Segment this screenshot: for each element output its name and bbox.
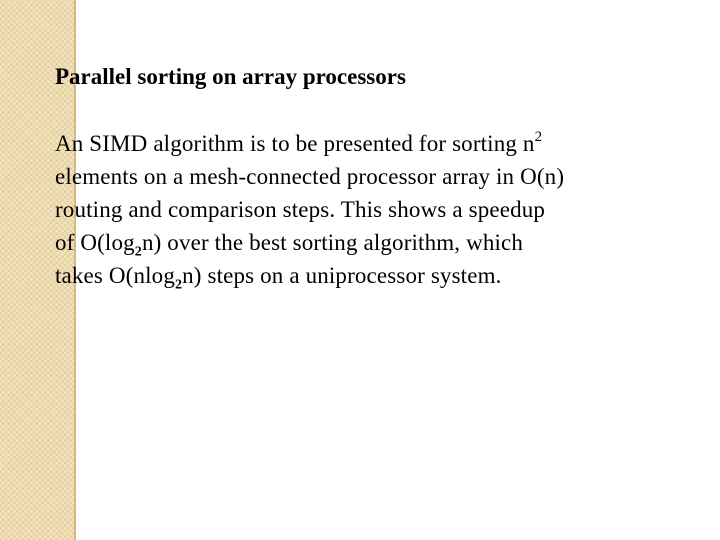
exponent: 2 — [534, 129, 543, 146]
body-line-4-after: n) over the best sorting algorithm, which — [141, 230, 524, 255]
body-line-5 — [55, 259, 695, 292]
slide-title: Parallel sorting on array processors — [55, 64, 406, 89]
body-line-4-before: of O(log — [55, 230, 135, 255]
body-line-4 — [55, 226, 695, 259]
body-line-5-after: n) steps on a uniprocessor system. — [182, 263, 502, 288]
body-line-1-text: An SIMD algorithm is to be presented for sorting n — [55, 131, 535, 156]
body-line-2: elements on a mesh-connected processor array in O(n) — [55, 164, 565, 189]
log-base-subscript: 2 — [174, 277, 183, 293]
body-line-1 — [55, 127, 695, 160]
slide-body — [55, 127, 695, 292]
log-base-subscript: 2 — [134, 244, 142, 260]
body-line-3: routing and comparison steps. This shows a speedup — [55, 197, 546, 222]
body-line-5-before: takes O(nlog — [55, 263, 175, 288]
